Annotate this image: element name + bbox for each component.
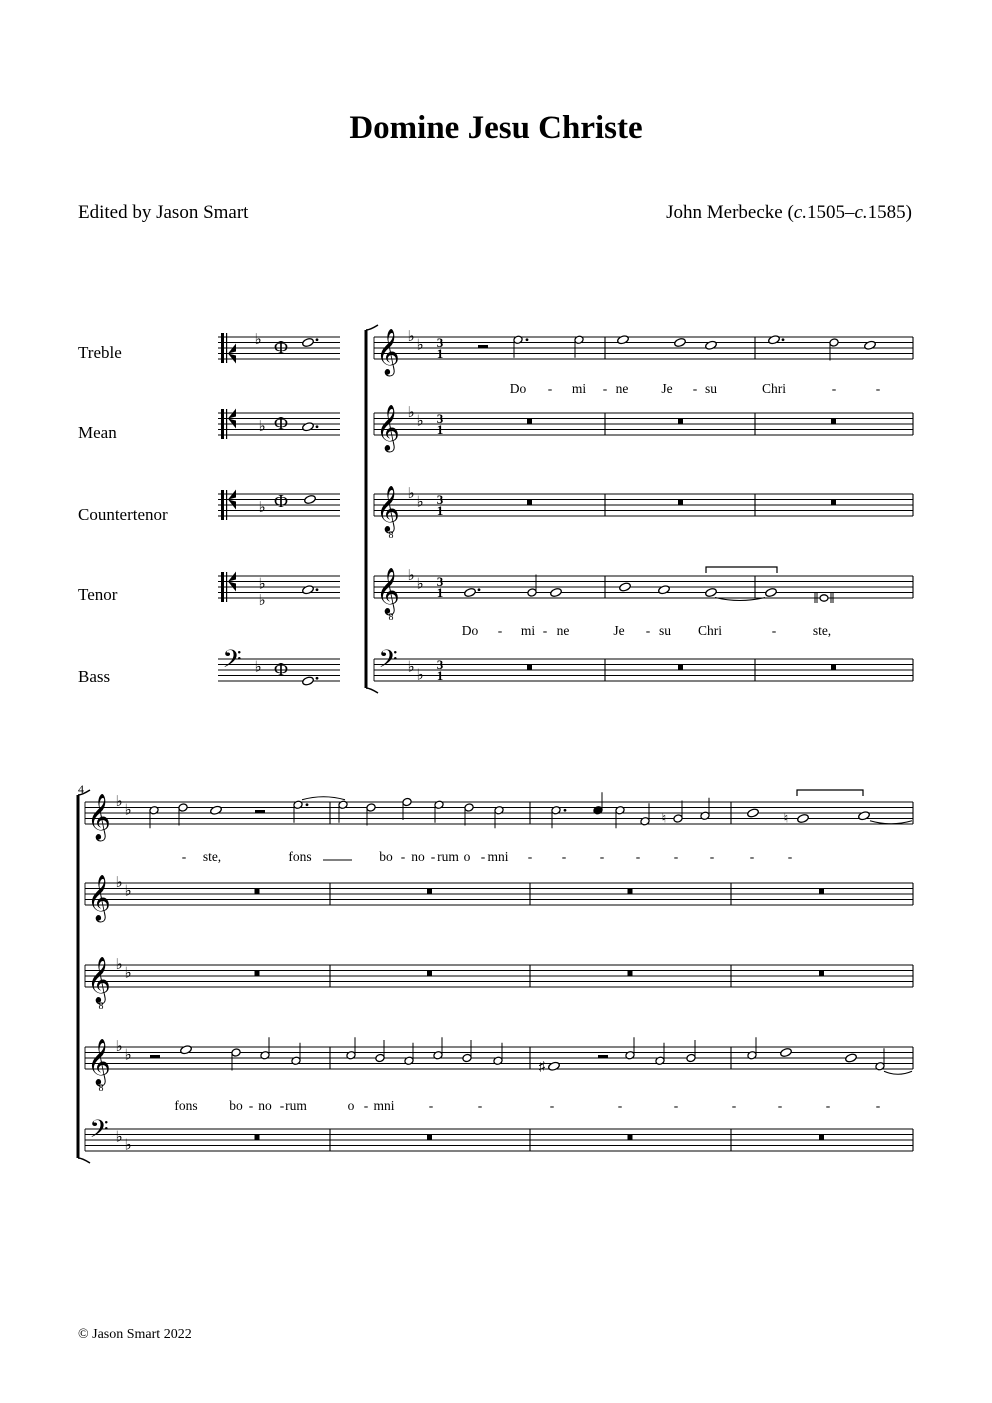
note (346, 1037, 356, 1060)
flat-sign: ♭ (115, 1039, 123, 1055)
note (858, 811, 871, 821)
breve-rest (527, 665, 532, 671)
bass-clef-icon: 𝄢 (89, 1116, 109, 1149)
note (260, 1037, 270, 1060)
lyric-syllable: - (477, 1098, 483, 1113)
note (291, 1043, 301, 1066)
editor-credit: Edited by Jason Smart (78, 202, 249, 223)
composer-credit: John Merbecke (c.1505–c.1585) (666, 202, 912, 223)
lyric-syllable: bo (379, 849, 393, 864)
natural-sign: ♮ (783, 810, 789, 826)
note (747, 808, 760, 818)
flat-sign: ♭ (115, 794, 123, 810)
time-signature-bottom: 1 (436, 585, 444, 600)
lyric-syllable: mni (487, 849, 509, 864)
tie (870, 821, 912, 824)
note (625, 1037, 635, 1060)
note (658, 585, 671, 595)
note (845, 1053, 858, 1063)
mensuration-sign-icon: Ф (273, 413, 289, 433)
note (550, 587, 563, 597)
note (293, 800, 309, 823)
lyric-syllable: - (527, 849, 533, 864)
treble-clef-icon: 𝄞 (87, 794, 111, 839)
note (404, 1043, 414, 1066)
note (210, 805, 223, 815)
lyric-syllable: - (787, 849, 793, 864)
voice-label-mean: Mean (78, 423, 117, 442)
bass-clef-icon: 𝄢 (378, 646, 398, 679)
flat-sign: ♭ (254, 659, 262, 676)
note (231, 1048, 241, 1071)
note (551, 806, 567, 829)
note (366, 803, 376, 826)
time-signature-top: 3 (436, 574, 444, 589)
system-bracket (366, 688, 378, 693)
lyric-syllable: - (363, 1098, 369, 1113)
lyric-syllable: - (771, 623, 777, 638)
octave-clef-mark: 8 (98, 1083, 104, 1094)
lyric-syllable: - (709, 849, 715, 864)
note (700, 798, 710, 821)
breve-rest (527, 500, 532, 506)
breve-rest (427, 1135, 432, 1141)
treble-clef-icon: 𝄞 (376, 568, 400, 613)
lyric-syllable: fons (174, 1098, 198, 1113)
octave-clef-mark: 8 (98, 1001, 104, 1012)
octave-clef-mark: 8 (388, 612, 394, 623)
page-title: Domine Jesu Christe (349, 110, 643, 146)
flat-sign: ♭ (115, 957, 123, 973)
flat-sign: ♭ (115, 875, 123, 891)
lyric-syllable: - (480, 849, 486, 864)
note (617, 335, 630, 345)
note (640, 803, 650, 826)
flat-sign: ♭ (407, 329, 415, 345)
breve-rest (678, 665, 683, 671)
lyric-syllable: o (347, 1098, 355, 1113)
note (705, 587, 718, 597)
flat-sign: ♭ (124, 1137, 132, 1154)
minim-rest (255, 810, 265, 813)
note (674, 337, 687, 347)
time-signature-bottom: 1 (436, 668, 444, 683)
note (493, 1043, 503, 1066)
flat-sign: ♭ (416, 667, 424, 684)
lyric-syllable: fons (288, 849, 312, 864)
breve-rest (255, 889, 260, 895)
lyric-syllable: su (704, 381, 718, 396)
lyric-syllable: - (731, 1098, 737, 1113)
lyric-syllable: - (602, 381, 608, 396)
sharp-sign: ♯ (538, 1058, 546, 1074)
breve-rest (831, 500, 836, 506)
minim-rest (478, 345, 488, 348)
breve-rest (427, 889, 432, 895)
lyric-syllable: - (673, 849, 679, 864)
flat-sign: ♭ (416, 576, 424, 593)
treble-clef-icon: 𝄞 (87, 1039, 111, 1084)
note (180, 1045, 193, 1055)
lyric-syllable: - (549, 1098, 555, 1113)
lyric-syllable: - (400, 849, 406, 864)
tie (302, 797, 345, 800)
breve-rest (831, 665, 836, 671)
lyric-syllable: Je (613, 623, 625, 638)
flat-sign: ♭ (416, 337, 424, 354)
note (747, 1037, 757, 1060)
note (765, 587, 778, 597)
lyric-syllable: - (497, 623, 503, 638)
mensuration-sign-icon: Ф (273, 491, 289, 511)
bass-clef-icon: 𝄢 (222, 646, 242, 679)
lyric-syllable: - (542, 623, 548, 638)
note (548, 1061, 561, 1071)
flat-sign: ♭ (124, 883, 132, 900)
time-signature-top: 3 (436, 411, 444, 426)
lyric-syllable: - (181, 849, 187, 864)
minim-rest (150, 1055, 160, 1058)
lyric-syllable: - (749, 849, 755, 864)
breve-rest (628, 971, 633, 977)
tie (884, 1071, 912, 1074)
note (178, 803, 188, 826)
treble-clef-icon: 𝄞 (376, 486, 400, 531)
lyric-syllable: - (599, 849, 605, 864)
lyric-syllable: no (411, 849, 425, 864)
note (149, 806, 159, 829)
lyric-syllable: - (875, 1098, 881, 1113)
lyric-syllable: mi (520, 623, 536, 638)
time-signature-bottom: 1 (436, 422, 444, 437)
lyric-syllable: Chri (697, 623, 723, 638)
flat-sign: ♭ (416, 494, 424, 511)
breve-rest (628, 889, 633, 895)
mensuration-sign-icon: Ф (273, 659, 289, 679)
note (593, 792, 603, 815)
lyric-syllable: rum (285, 1098, 307, 1113)
time-signature-top: 3 (436, 335, 444, 350)
flat-sign: ♭ (407, 659, 415, 676)
note (527, 575, 537, 598)
flat-sign: ♭ (407, 568, 415, 584)
note (462, 1040, 472, 1063)
voice-label-bass: Bass (78, 667, 111, 686)
note (768, 335, 785, 345)
lyric-syllable: - (617, 1098, 623, 1113)
lyric-syllable: - (430, 849, 436, 864)
note (615, 806, 625, 829)
note (464, 803, 474, 826)
note (433, 1037, 443, 1060)
flat-sign: ♭ (407, 486, 415, 502)
note (655, 1043, 665, 1066)
breve-rest (678, 500, 683, 506)
treble-clef-icon: 𝄞 (376, 405, 400, 450)
incipit-note (302, 585, 319, 595)
time-signature-top: 3 (436, 492, 444, 507)
lyric-syllable: ne (556, 623, 570, 638)
breve-rest (831, 419, 836, 425)
breve-rest (628, 1135, 633, 1141)
ligature-bracket (797, 790, 863, 796)
copyright-notice: © Jason Smart 2022 (78, 1327, 192, 1342)
flat-sign: ♭ (115, 1129, 123, 1146)
note (375, 1040, 385, 1063)
lyric-syllable: - (561, 849, 567, 864)
breve-rest (427, 971, 432, 977)
lyric-syllable: - (692, 381, 698, 396)
note (875, 1048, 885, 1071)
note (338, 800, 348, 823)
time-signature-top: 3 (436, 657, 444, 672)
lyric-syllable: bo (229, 1098, 243, 1113)
incipit-note (304, 494, 317, 504)
breve-rest (819, 889, 824, 895)
flat-sign: ♭ (407, 405, 415, 421)
lyric-syllable: ste, (202, 849, 222, 864)
flat-sign: ♭ (258, 499, 266, 516)
lyric-syllable: no (258, 1098, 272, 1113)
treble-clef-icon: 𝄞 (87, 875, 111, 920)
treble-clef-icon: 𝄞 (376, 329, 400, 374)
note (494, 806, 504, 829)
treble-clef-icon: 𝄞 (87, 957, 111, 1002)
flat-sign: ♭ (416, 413, 424, 430)
flat-sign: ♭ (254, 331, 262, 348)
lyric-syllable: Je (661, 381, 673, 396)
time-signature-bottom: 1 (436, 346, 444, 361)
breve-rest (678, 419, 683, 425)
lyric-syllable: mi (571, 381, 587, 396)
note (513, 335, 529, 358)
lyric-syllable: Do (461, 623, 479, 638)
time-signature-bottom: 1 (436, 503, 444, 518)
breve-rest (255, 971, 260, 977)
flat-sign: ♭ (124, 965, 132, 982)
lyric-syllable: - (428, 1098, 434, 1113)
breve-rest (527, 419, 532, 425)
lyric-syllable: o (463, 849, 471, 864)
measure-number: 4 (78, 782, 84, 796)
note (574, 335, 584, 358)
note (864, 340, 877, 350)
incipit-note (302, 422, 319, 432)
breve-rest (819, 971, 824, 977)
lyric-syllable: - (645, 623, 651, 638)
voice-label-countertenor: Countertenor (78, 505, 168, 524)
note (797, 813, 810, 823)
lyric-syllable: Do (509, 381, 527, 396)
voice-label-tenor: Tenor (78, 585, 118, 604)
lyric-syllable: - (635, 849, 641, 864)
flat-sign: ♭ (258, 592, 266, 609)
lyric-syllable: rum (437, 849, 459, 864)
note (686, 1040, 696, 1063)
lyric-syllable: - (875, 381, 881, 396)
lyric-syllable: mni (373, 1098, 395, 1113)
note (705, 340, 718, 350)
note (829, 338, 839, 361)
flat-sign: ♭ (124, 802, 132, 819)
note (673, 801, 683, 824)
note (619, 582, 632, 592)
flat-sign: ♭ (258, 576, 266, 593)
note (780, 1047, 793, 1057)
lyric-syllable: Chri (761, 381, 787, 396)
lyric-syllable: - (673, 1098, 679, 1113)
lyric-syllable: - (777, 1098, 783, 1113)
flat-sign: ♭ (258, 418, 266, 435)
lyric-syllable: su (658, 623, 672, 638)
lyric-syllable: - (831, 381, 837, 396)
system-bracket (78, 1158, 90, 1163)
lyric-syllable: - (547, 381, 553, 396)
lyric-syllable: ne (615, 381, 629, 396)
minim-rest (598, 1055, 608, 1058)
lyric-syllable: - (825, 1098, 831, 1113)
note (434, 800, 444, 823)
breve-rest (255, 1135, 260, 1141)
voice-label-treble: Treble (78, 343, 122, 362)
flat-sign: ♭ (124, 1047, 132, 1064)
lyric-syllable: - (279, 1098, 285, 1113)
breve-rest (819, 1135, 824, 1141)
ligature-bracket (706, 567, 777, 573)
mensuration-sign-icon: Ф (273, 337, 289, 357)
lyric-syllable: - (248, 1098, 254, 1113)
lyric-syllable: ste, (812, 623, 832, 638)
octave-clef-mark: 8 (388, 530, 394, 541)
natural-sign: ♮ (661, 810, 667, 826)
note (402, 797, 412, 820)
